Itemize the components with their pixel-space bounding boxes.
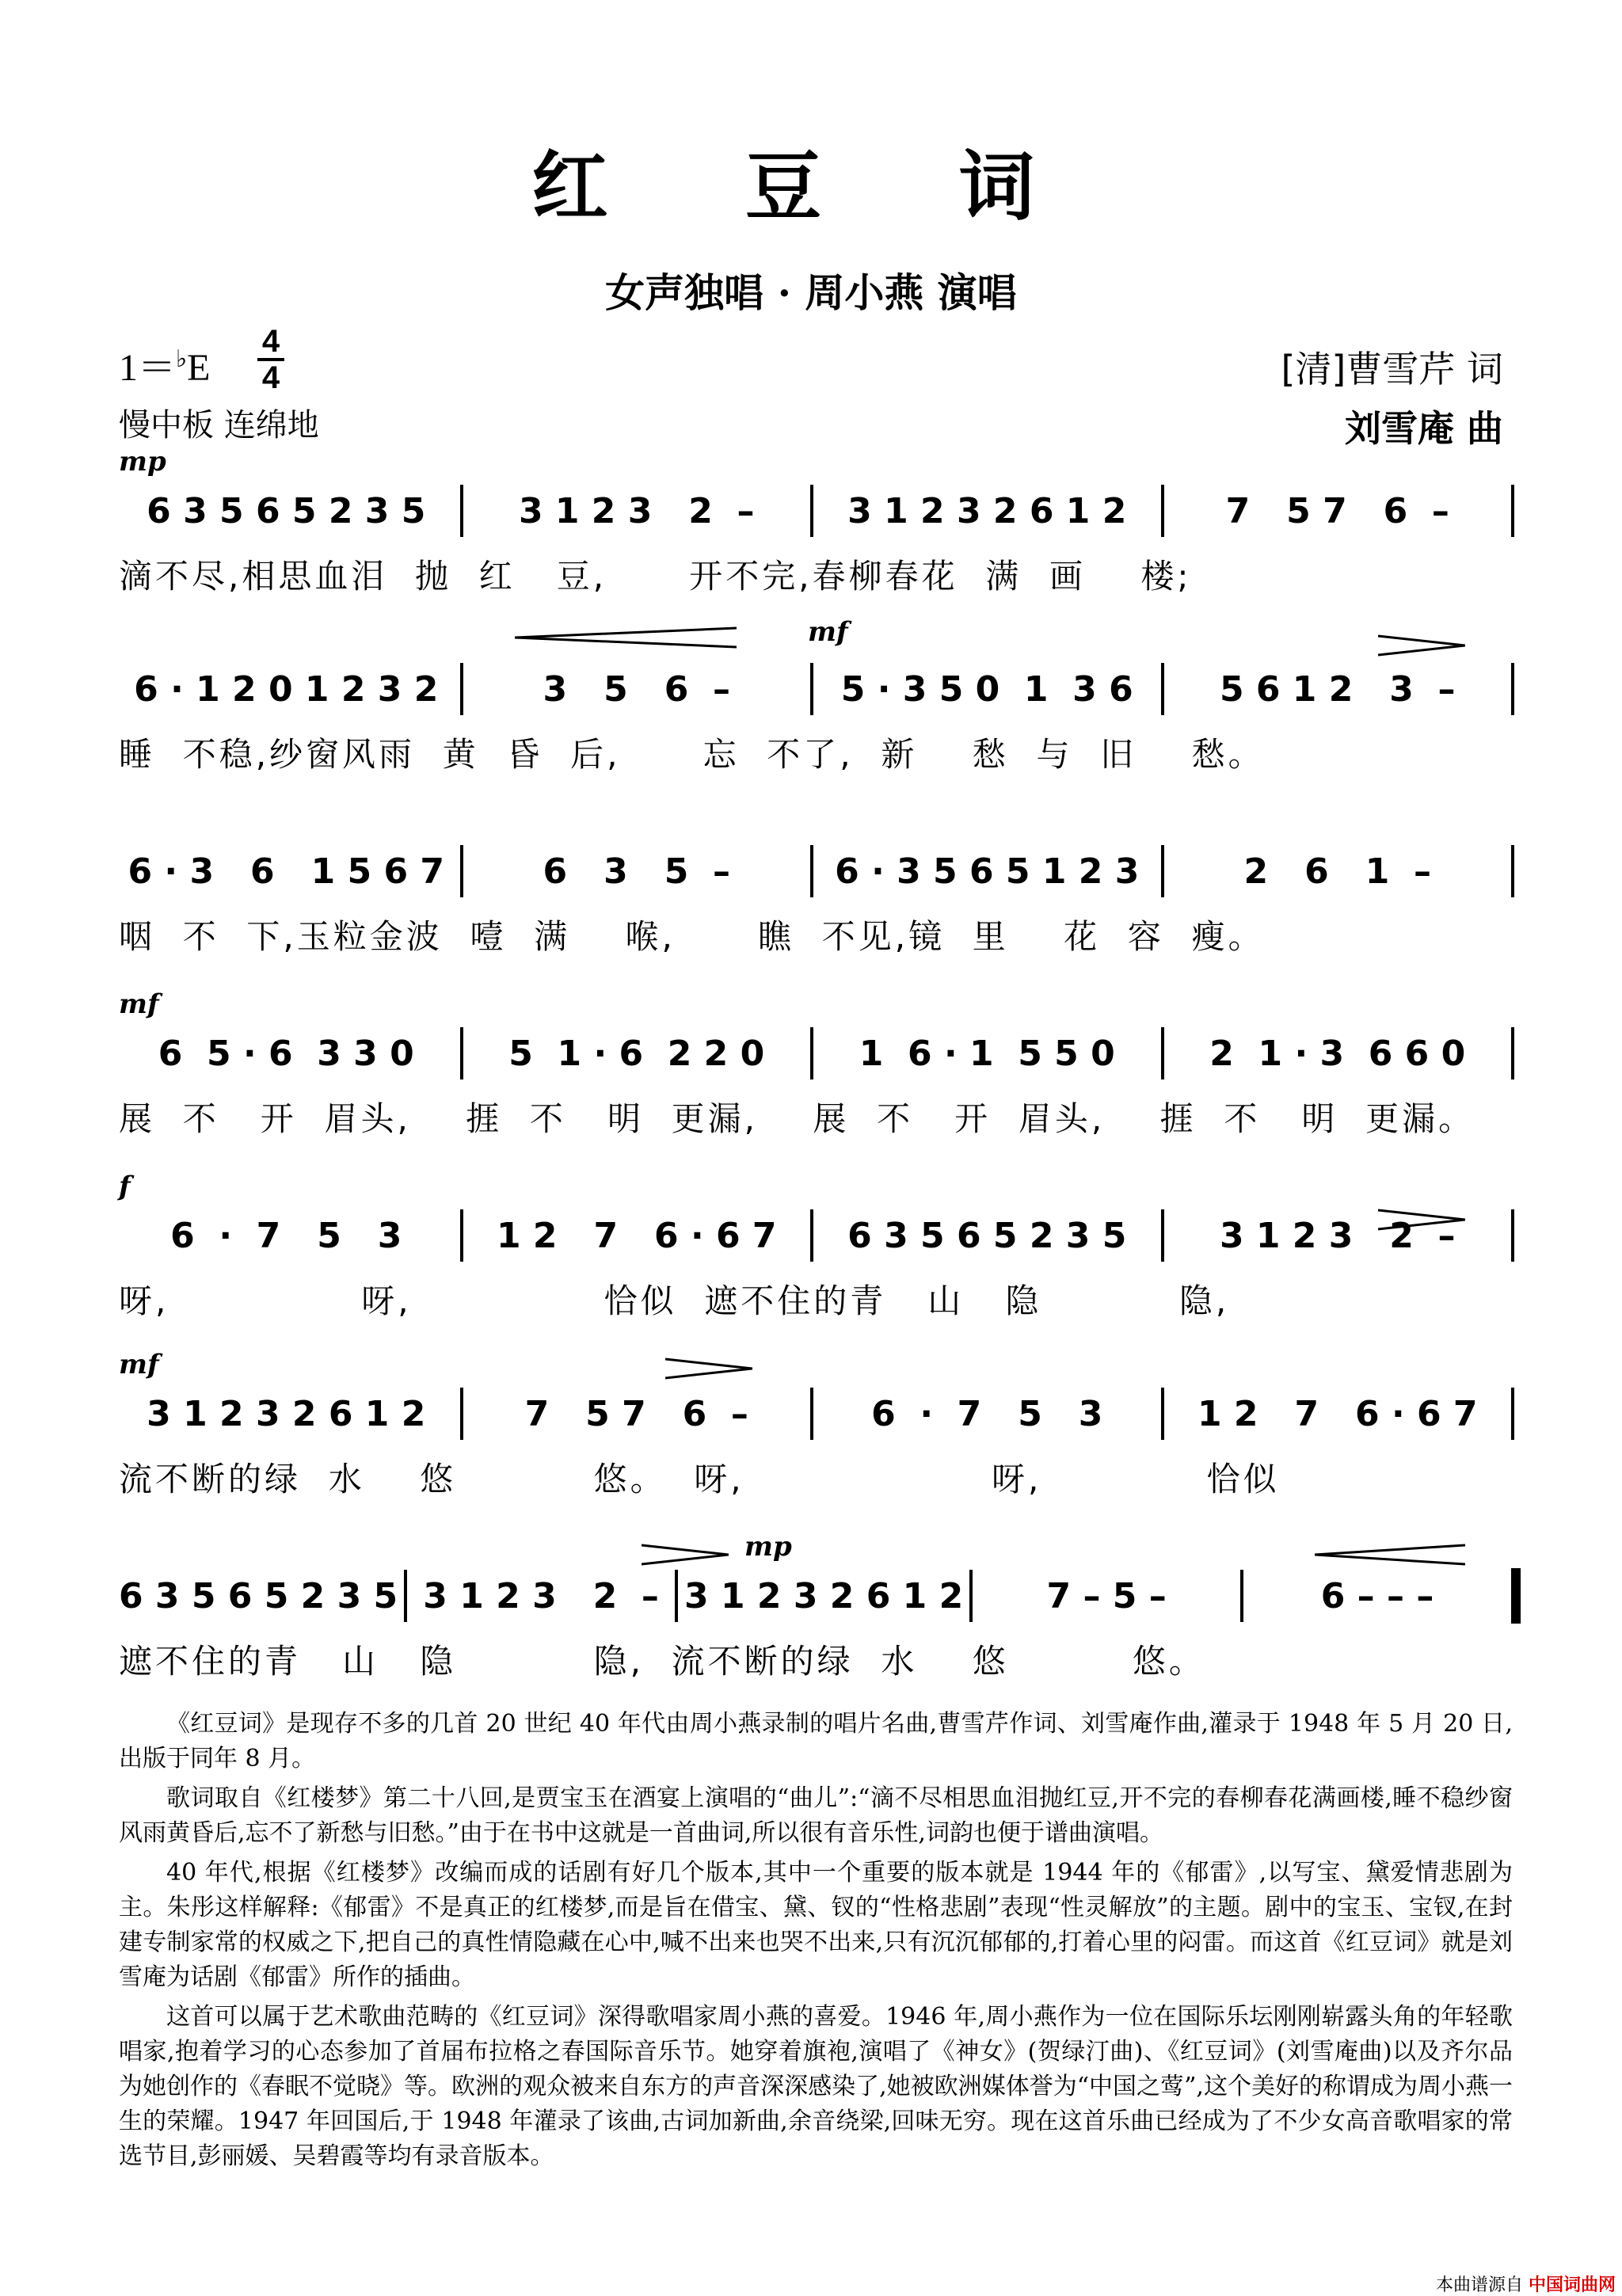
dynamic-marking: mp <box>119 446 166 478</box>
barline <box>460 845 463 897</box>
notation-line <box>119 1572 1521 1620</box>
decrescendo-mark <box>1378 634 1465 657</box>
barline <box>460 1027 463 1079</box>
barline <box>1161 663 1164 715</box>
barline <box>404 1570 407 1622</box>
measure: 5 6 1 2 3 – <box>1219 668 1456 710</box>
measure: 7 5 7 6 – <box>524 1393 748 1434</box>
dynamic-marking: mp <box>744 1531 792 1563</box>
lyric-line: 睡 不稳,纱窗风雨 黄 昏 后, 忘 不了, 新 愁 与 旧 愁。 <box>119 735 1265 774</box>
measure: 3 1 2 3 2 – <box>518 490 755 531</box>
source-prefix: 本曲谱源自 <box>1435 2275 1523 2295</box>
measure: 3 5 6 – <box>543 668 730 710</box>
barline <box>810 1388 813 1440</box>
barline <box>1161 1209 1164 1262</box>
measure: 6 · 3 5 6 5 1 2 3 <box>835 851 1140 892</box>
dynamic-marking: mf <box>119 988 159 1020</box>
barline <box>810 663 813 715</box>
measure: 6 3 5 6 5 2 3 5 <box>147 490 426 531</box>
barline <box>810 1027 813 1079</box>
barline <box>1511 1027 1514 1079</box>
crescendo-mark <box>515 626 737 649</box>
barline <box>1511 1568 1521 1624</box>
decrescendo-mark <box>665 1357 752 1380</box>
key-prefix: 1＝ <box>119 347 177 389</box>
barline <box>810 1209 813 1262</box>
measure: 6 · 3 6 1 5 6 7 <box>128 851 445 892</box>
barline <box>1161 485 1164 537</box>
decrescendo-mark <box>1378 1208 1465 1232</box>
barline <box>675 1570 678 1622</box>
measure: 6 3 5 6 5 2 3 5 <box>847 1215 1127 1256</box>
barline <box>1511 485 1514 537</box>
notation-line <box>119 487 1521 535</box>
measure: 6 · 7 5 3 <box>871 1393 1103 1434</box>
lyric-line: 呀, 呀, 恰似 遮不住的青 山 隐 隐, <box>119 1281 1230 1320</box>
crescendo-mark <box>1315 1543 1465 1567</box>
notation-line <box>119 1030 1521 1077</box>
time-signature <box>257 325 284 394</box>
notation-line <box>119 1390 1521 1437</box>
measure: 6 · 1 2 0 1 2 3 2 <box>134 668 439 710</box>
decrescendo-mark <box>642 1543 729 1567</box>
barline <box>810 485 813 537</box>
description-paragraph: 歌词取自《红楼梦》第二十八回,是贾宝玉在酒宴上演唱的“曲儿”:“滴不尽相思血泪抛红豆,开不完的春柳春花满画楼,睡不稳纱窗风雨黄昏后,忘不了新愁与旧愁。”由于在书中这就是一首曲词,所以很有音乐性,词韵也便于谱曲演唱。 <box>119 1784 1513 1847</box>
composer-credit: 刘雪庵 曲 <box>1344 407 1503 450</box>
measure: 1 6 · 1 5 5 0 <box>859 1033 1115 1074</box>
measure: 2 1 · 3 6 6 0 <box>1209 1033 1466 1074</box>
measure: 7 – 5 – <box>1046 1575 1167 1616</box>
source-footer <box>1436 2271 1616 2296</box>
measure: 6 3 5 – <box>543 851 730 892</box>
description-paragraph: 《红豆词》是现存不多的几首 20 世纪 40 年代由周小燕录制的唱片名曲,曹雪芹作词、刘雪庵作曲,灌录于 1948 年 5 月 20 日,出版于同年 8 月。 <box>119 1710 1513 1772</box>
lyric-line: 咽 不 下,玉粒金波 噎 满 喉, 瞧 不见,镜 里 花 容 瘦。 <box>119 917 1265 956</box>
measure: 6 · 7 5 3 <box>170 1215 402 1256</box>
measure: 3 1 2 3 2 – <box>423 1575 659 1616</box>
barline <box>1511 845 1514 897</box>
dynamic-marking: mf <box>119 1349 159 1380</box>
measure: 3 1 2 3 2 6 1 2 <box>147 1393 426 1434</box>
barline <box>1511 1209 1514 1262</box>
subtitle: 女声独唱 · 周小燕 演唱 <box>605 269 1017 316</box>
barline <box>460 663 463 715</box>
notation-line <box>119 1212 1521 1259</box>
barline <box>460 1388 463 1440</box>
measure: 7 5 7 6 – <box>1225 490 1449 531</box>
barline <box>1161 1027 1164 1079</box>
lyric-line: 流不断的绿 水 悠 悠。 呀, 呀, 恰似 <box>119 1460 1280 1498</box>
barline <box>1511 663 1514 715</box>
barline <box>810 845 813 897</box>
key-note: E <box>187 347 211 389</box>
lyric-line: 展 不 开 眉头, 捱 不 明 更漏, 展 不 开 眉头, 捱 不 明 更漏。 <box>119 1099 1475 1138</box>
time-signature-top: 4 <box>261 324 280 359</box>
barline <box>1240 1570 1243 1622</box>
description-paragraph: 40 年代,根据《红楼梦》改编而成的话剧有好几个版本,其中一个重要的版本就是 1944 年的《郁雷》,以写宝、黛爱情悲剧为主。朱彤这样解释:《郁雷》不是真正的红楼梦,而是旨在借宝、黛、钗的“性格悲剧”表现“性灵解放”的主题。剧中的宝玉、宝钗,在封建专制家常的权威之下,把自己的真性情隐藏在心中,喊不出来也哭不出来,只有沉沉郁郁的,打着心里的闷雷。而这首《红豆词》就是刘雪庵为话剧《郁雷》所作的插曲。 <box>119 1859 1513 1991</box>
measure: 5 · 3 5 0 1 3 6 <box>840 668 1133 710</box>
measure: 3 1 2 3 2 – <box>1219 1215 1456 1256</box>
measure: 3 1 2 3 2 6 1 2 <box>684 1575 964 1616</box>
measure: 2 6 1 – <box>1243 851 1431 892</box>
flat-symbol: ♭ <box>176 346 188 372</box>
lyricist-credit: [清]曹雪芹 词 <box>1281 348 1503 390</box>
barline <box>1511 1388 1514 1440</box>
barline <box>1161 845 1164 897</box>
measure: 1 2 7 6 · 6 7 <box>496 1215 777 1256</box>
dynamic-marking: f <box>119 1171 131 1202</box>
lyric-line: 滴不尽,相思血泪 抛 红 豆, 开不完,春柳春花 满 画 楼; <box>119 557 1192 596</box>
tempo-marking: 慢中板 连绵地 <box>119 407 319 444</box>
lyric-line: 遮不住的青 山 隐 隐, 流不断的绿 水 悠 悠。 <box>119 1642 1205 1681</box>
description <box>119 1707 1513 2179</box>
measure: 6 – – – <box>1320 1575 1434 1616</box>
notation-line <box>119 665 1521 713</box>
description-paragraph: 这首可以属于艺术歌曲范畴的《红豆词》深得歌唱家周小燕的喜爱。1946 年,周小燕作为一位在国际乐坛刚刚崭露头角的年轻歌唱家,抱着学习的心态参加了首届布拉格之春国际音乐节。她穿着旗袍,演唱了《神女》(贺绿汀曲)、《红豆词》(刘雪庵曲)以及齐尔品为她创作的《春眠不觉晓》等。欧洲的观众被来自东方的声音深深感染了,她被欧洲媒体誉为“中国之莺”,这个美好的称谓成为周小燕一生的荣耀。1947 年回国后,于 1948 年灌录了该曲,古词加新曲,余音绕梁,回味无穷。现在这首乐曲已经成为了不少女高音歌唱家的常选节目,彭丽媛、吴碧霞等均有录音版本。 <box>119 2003 1513 2170</box>
measure: 6 3 5 6 5 2 3 5 <box>119 1575 398 1616</box>
measure: 3 1 2 3 2 6 1 2 <box>847 490 1127 531</box>
barline <box>969 1570 973 1622</box>
key-signature <box>119 337 211 391</box>
time-signature-bottom: 4 <box>261 360 280 395</box>
measure: 5 1 · 6 2 2 0 <box>508 1033 765 1074</box>
source-site: 中国词曲网 <box>1528 2275 1616 2295</box>
measure: 1 2 7 6 · 6 7 <box>1197 1393 1478 1434</box>
page-title: 红 豆 词 <box>531 142 1091 231</box>
barline <box>460 485 463 537</box>
barline <box>460 1209 463 1262</box>
measure: 6 5 · 6 3 3 0 <box>158 1033 414 1074</box>
notation-line <box>119 847 1521 895</box>
barline <box>1161 1388 1164 1440</box>
dynamic-marking: mf <box>808 616 848 648</box>
